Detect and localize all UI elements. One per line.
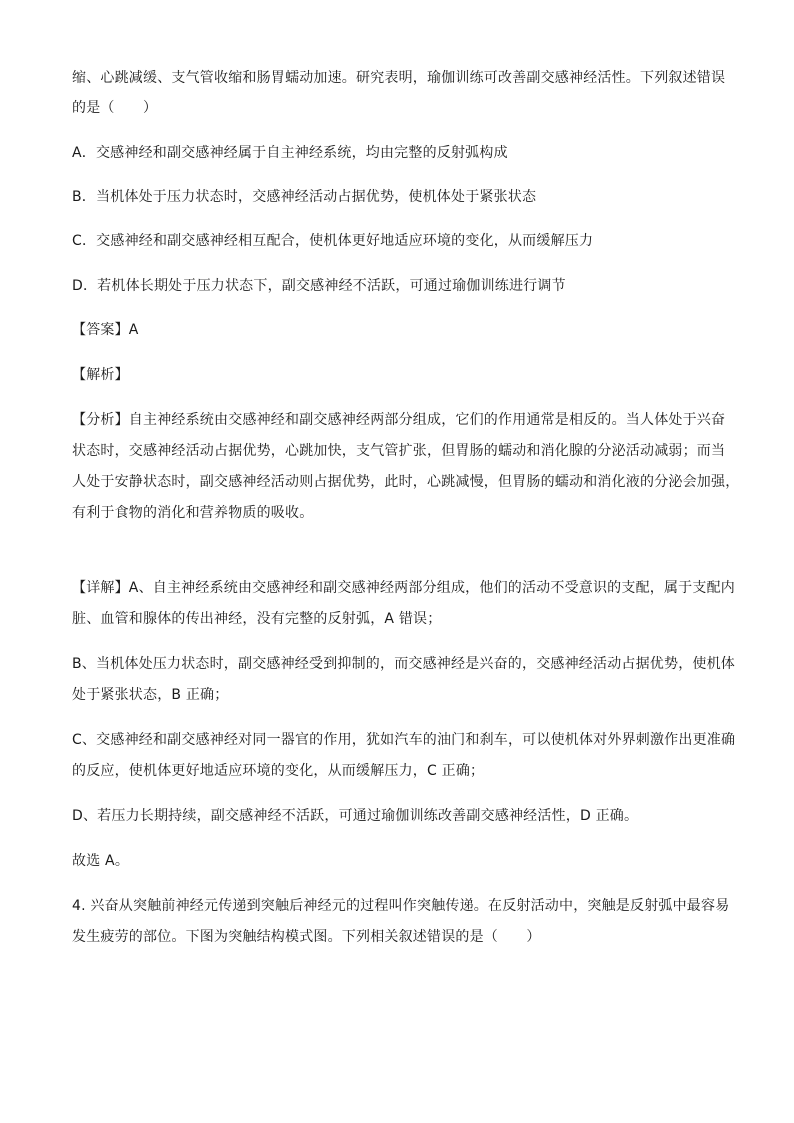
detail-b-line-1: B、当机体处压力状态时，副交感神经受到抑制的，而交感神经是兴奋的，交感神经活动占据优势，使机体	[72, 656, 736, 672]
analysis-line-1: 【分析】自主神经系统由交感神经和副交感神经两部分组成，它们的作用通常是相反的。当人体处于兴奋	[72, 412, 726, 428]
analysis-line-3: 人处于安静状态时，副交感神经活动则占据优势，此时，心跳减慢，但胃肠的蠕动和消化液的分泌会加强，	[72, 474, 740, 490]
intro-line-2: 的是（ ）	[72, 100, 158, 116]
question-4-line-1: 4. 兴奋从突触前神经元传递到突触后神经元的过程叫作突触传递。在反射活动中，突触是反射弧中最容易	[72, 898, 730, 914]
answer-label: 【答案】A	[72, 322, 139, 338]
analysis-heading: 【解析】	[72, 367, 129, 383]
analysis-line-2: 状态时，交感神经活动占据优势，心跳加快，支气管扩张，但胃肠的蠕动和消化腺的分泌活动减弱；而当	[72, 443, 726, 459]
option-a: A．交感神经和副交感神经属于自主神经系统，均由完整的反射弧构成	[72, 145, 508, 161]
conclusion: 故选 A。	[72, 853, 130, 869]
detail-d-line-1: D、若压力长期持续，副交感神经不活跃，可通过瑜伽训练改善副交感神经活性，D 正确。	[72, 808, 639, 824]
option-c: C．交感神经和副交感神经相互配合，使机体更好地适应环境的变化，从而缓解压力	[72, 233, 594, 249]
option-d: D．若机体长期处于压力状态下，副交感神经不活跃，可通过瑜伽训练进行调节	[72, 278, 566, 294]
detail-a-line-2: 脏、血管和腺体的传出神经，没有完整的反射弧，A 错误；	[72, 611, 442, 627]
detail-c-line-1: C、交感神经和副交感神经对同一器官的作用，犹如汽车的油门和刹车，可以使机体对外界刺激作出更准确	[72, 732, 736, 748]
detail-a-line-1: 【详解】A、自主神经系统由交感神经和副交感神经两部分组成，他们的活动不受意识的支配，属于支配内	[72, 580, 735, 596]
analysis-line-4: 有利于食物的消化和营养物质的吸收。	[72, 505, 314, 521]
option-b: B．当机体处于压力状态时，交感神经活动占据优势，使机体处于紧张状态	[72, 189, 537, 205]
detail-b-line-2: 处于紧张状态，B 正确；	[72, 687, 229, 703]
detail-c-line-2: 的反应，使机体更好地适应环境的变化，从而缓解压力，C 正确；	[72, 763, 485, 779]
question-4-line-2: 发生疲劳的部位。下图为突触结构模式图。下列相关叙述错误的是（ ）	[72, 929, 541, 945]
intro-line-1: 缩、心跳减缓、支气管收缩和肠胃蠕动加速。研究表明，瑜伽训练可改善副交感神经活性。下列叙述错误	[72, 70, 726, 86]
